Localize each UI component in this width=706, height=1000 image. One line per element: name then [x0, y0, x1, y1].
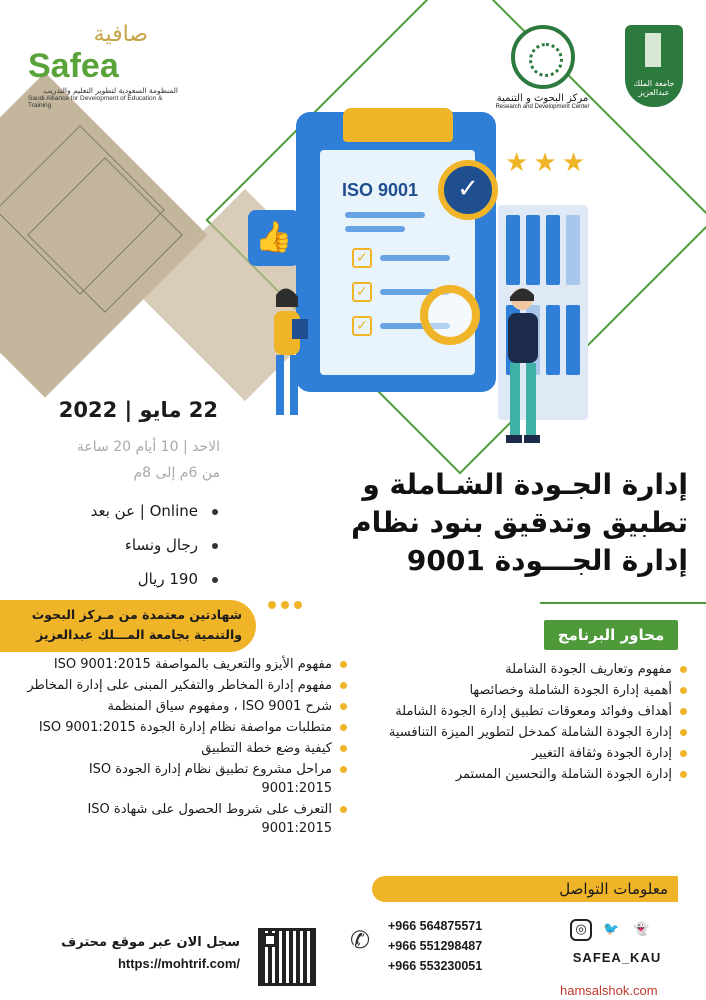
kau-name-arabic: جامعة الملك عبدالعزيز: [633, 79, 675, 97]
woman-figure: [262, 285, 312, 425]
event-time: من 6م إلى 8م: [133, 465, 220, 481]
program-topics-list: [22, 655, 350, 840]
list-item: التعرف على شروط الحصول على شهادة ISO 9001:2015: [22, 800, 350, 838]
detail-price: 190 ريال: [60, 568, 220, 602]
rdc-logo: [480, 25, 605, 110]
program-axes-list: [380, 660, 690, 786]
course-title: [240, 466, 688, 580]
phone-number[interactable]: +966 553230051: [388, 959, 483, 973]
register-text: سجل الان عبر موقع محترف: [61, 935, 240, 950]
rating-stars: [505, 148, 585, 178]
list-item: إدارة الجودة الشاملة والتحسين المستمر: [380, 765, 690, 784]
checkmark-icon: ✓: [352, 316, 372, 336]
event-details: [60, 500, 220, 602]
decorative-dots: [268, 594, 307, 613]
watermark: hamsalshok.com: [560, 983, 658, 998]
magnifier-icon: [420, 285, 480, 345]
list-item: كيفية وضع خطة التطبيق: [22, 739, 350, 758]
social-icons: [570, 918, 660, 943]
detail-audience: رجال ونساء: [60, 534, 220, 568]
certificate-line: شهادتين معتمدة من مـركز البحوث: [31, 607, 242, 622]
safea-logo: [28, 22, 178, 112]
phone-number[interactable]: +966 551298487: [388, 939, 483, 953]
rdc-name-arabic: مركز البحوث و التنمية: [496, 93, 589, 104]
course-title-line: تطبيق وتدقيق بنود نظام: [351, 506, 688, 539]
list-item: مفهوم الأيزو والتعريف بالمواصفة ISO 9001:2015: [22, 655, 350, 674]
checkmark-icon: ✓: [352, 248, 372, 268]
safea-subtitle-arabic: المنظومة السعودية لتطوير التعليم والتدريب: [43, 86, 178, 95]
list-item: مفهوم وتعاريف الجودة الشاملة: [380, 660, 690, 679]
man-figure: [492, 285, 562, 445]
star-icon: ★: [533, 148, 557, 178]
event-duration: الاحد | 10 أيام 20 ساعة: [76, 439, 220, 455]
rdc-name-english: Research and Development Center: [495, 104, 590, 110]
list-item: أهداف وفوائد ومعوقات تطبيق إدارة الجودة الشاملة: [380, 702, 690, 721]
kau-logo: [625, 25, 687, 115]
divider: [540, 602, 706, 604]
contact-heading: معلومات التواصل: [372, 876, 678, 902]
course-title-line: إدارة الجـودة الشـاملة و: [362, 468, 688, 501]
qr-code[interactable]: [258, 928, 316, 986]
star-icon: ★: [561, 148, 586, 178]
rdc-emblem-icon: [511, 25, 575, 89]
checkmark-icon: ✓: [352, 282, 372, 302]
list-item: أهمية إدارة الجودة الشاملة وخصائصها: [380, 681, 690, 700]
thumbs-up-icon: 👍: [248, 210, 300, 266]
safea-logo-arabic: صافية: [93, 22, 148, 47]
clipboard-clip: [343, 108, 453, 142]
star-icon: ★: [505, 148, 529, 178]
certificate-line: والتنمية بجامعة المـــلك عبدالعزيز: [36, 627, 242, 642]
approval-badge-icon: ✓: [438, 160, 498, 220]
list-item: شرح ISO 9001 ، ومفهوم سياق المنظمة: [22, 697, 350, 716]
program-heading: محاور البرنامج: [544, 620, 678, 650]
safea-subtitle-english: Saudi Alliance for Development of Education & Training: [28, 95, 163, 109]
event-date: 22 مايو | 2022: [58, 398, 218, 422]
list-item: مراحل مشروع تطبيق نظام إدارة الجودة ISO 9001:2015: [22, 760, 350, 798]
twitter-icon[interactable]: 🐦: [603, 922, 620, 937]
course-title-line: إدارة الجـــودة 9001: [406, 544, 688, 577]
social-handle[interactable]: SAFEA_KAU: [572, 950, 662, 965]
certificate-banner: [0, 600, 256, 652]
event-schedule: [30, 434, 220, 486]
detail-mode: Online | عن بعد: [60, 500, 220, 534]
list-item: متطلبات مواصفة نظام إدارة الجودة ISO 9001:2015: [22, 718, 350, 737]
list-item: إدارة الجودة الشاملة كمدخل لتطوير الميزة التنافسية: [380, 723, 690, 742]
list-item: إدارة الجودة وثقافة التغيير: [380, 744, 690, 763]
snapchat-icon[interactable]: 👻: [633, 922, 650, 937]
phone-numbers: [388, 916, 518, 976]
phone-number[interactable]: +966 564875571: [388, 919, 483, 933]
paper-lines: [345, 212, 435, 232]
instagram-icon[interactable]: ◎: [570, 919, 592, 941]
iso-label: ISO 9001: [342, 180, 419, 200]
register-link[interactable]: https://mohtrif.com/: [117, 956, 240, 971]
phone-icon: ✆: [350, 926, 371, 954]
list-item: مفهوم إدارة المخاطر والتفكير المبنى على إدارة المخاطر: [22, 676, 350, 695]
safea-logo-english: Safea: [28, 47, 119, 85]
